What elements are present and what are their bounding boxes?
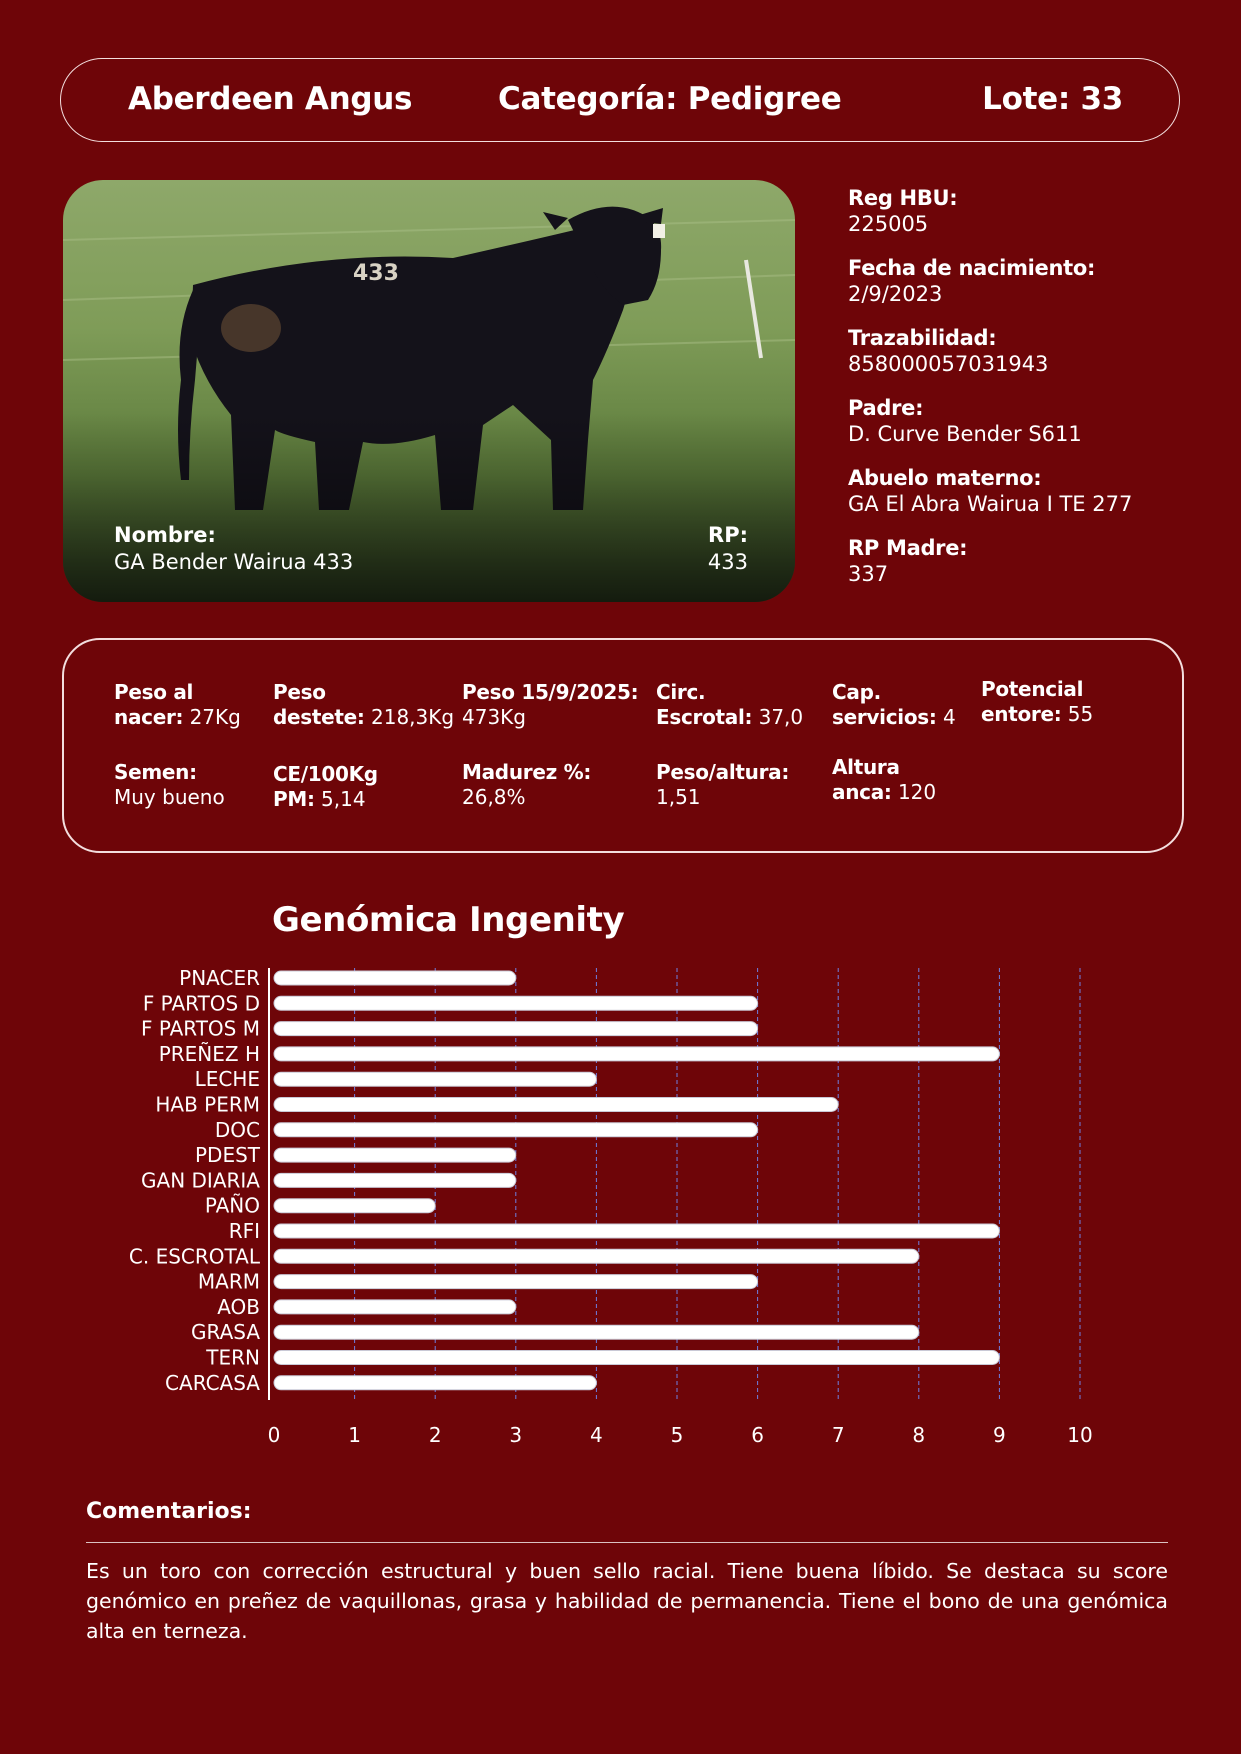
stat-label: Potencial — [981, 677, 1084, 701]
x-tick-label: 1 — [348, 1423, 361, 1447]
category-label: GRASA — [190, 1320, 260, 1345]
bar — [274, 1275, 758, 1289]
bar — [274, 1224, 999, 1238]
category-label: HAB PERM — [155, 1092, 260, 1117]
stat-label: Semen: — [114, 760, 197, 784]
category-label: TERN — [206, 1345, 260, 1370]
stat-value: 5,14 — [314, 787, 366, 811]
category-label: F PARTOS M — [140, 1016, 260, 1041]
bar — [274, 1123, 758, 1137]
bar — [274, 1098, 838, 1112]
info-label: Padre: — [848, 396, 924, 420]
x-tick-label: 4 — [590, 1423, 603, 1447]
info-value: D. Curve Bender S611 — [848, 422, 1082, 446]
bar — [274, 1325, 919, 1339]
x-tick-label: 3 — [509, 1423, 523, 1447]
stat-label: anca: — [832, 780, 892, 804]
category-label: F PARTOS D — [142, 991, 260, 1016]
category-title: Categoría: Pedigree — [498, 81, 842, 117]
category-label: PNACER — [179, 966, 260, 990]
category-label: AOB — [217, 1294, 260, 1319]
name-label: Nombre: — [114, 523, 216, 547]
category-label: LECHE — [194, 1067, 260, 1092]
bar — [274, 1022, 758, 1036]
bar — [274, 971, 516, 985]
bar — [274, 1199, 435, 1213]
stat-value: 26,8% — [462, 785, 526, 809]
info-value: 2/9/2023 — [848, 282, 943, 306]
bar — [274, 1351, 999, 1365]
x-tick-label: 9 — [993, 1423, 1006, 1447]
category-label: DOC — [214, 1117, 260, 1142]
stat-label: servicios: — [832, 705, 937, 729]
stat-value: 218,3Kg — [364, 705, 455, 729]
category-label: C. ESCROTAL — [128, 1244, 260, 1269]
stat-label: Circ. — [656, 680, 706, 704]
category-label: PREÑEZ H — [158, 1041, 260, 1066]
name-value: GA Bender Wairua 433 — [114, 550, 354, 574]
info-label: Reg HBU: — [848, 186, 958, 210]
bar — [274, 1072, 596, 1086]
stat-label: CE/100Kg — [273, 762, 378, 786]
chart-title: Genómica Ingenity — [272, 900, 625, 940]
stat-value: 473Kg — [462, 705, 526, 729]
bar — [274, 996, 758, 1010]
stat-label: Altura — [832, 755, 900, 779]
category-label: PDEST — [194, 1143, 260, 1168]
x-tick-label: 2 — [428, 1423, 442, 1447]
info-value: 337 — [848, 562, 889, 586]
category-label: RFI — [228, 1219, 260, 1243]
stat-label: Cap. — [832, 680, 881, 704]
stat-value: 4 — [936, 705, 956, 729]
info-value: 858000057031943 — [848, 352, 1049, 376]
x-tick-label: 8 — [912, 1423, 926, 1447]
stat-value: 37,0 — [752, 705, 804, 729]
rp-label: RP: — [708, 523, 748, 547]
stat-label: Peso 15/9/2025: — [462, 680, 639, 704]
bar — [274, 1047, 999, 1061]
x-tick-label: 7 — [831, 1423, 845, 1447]
bar — [274, 1376, 596, 1390]
category-label: MARM — [197, 1269, 260, 1294]
stat-label: destete: — [273, 705, 365, 729]
x-tick-label: 5 — [670, 1423, 684, 1447]
stat-value: Muy bueno — [114, 785, 225, 809]
comments-divider — [86, 1542, 1168, 1543]
category-label: GAN DIARIA — [141, 1168, 260, 1193]
stat-label: entore: — [981, 702, 1062, 726]
stat-label: Peso/altura: — [656, 760, 790, 784]
stat-value: 27Kg — [183, 705, 241, 729]
comments-title: Comentarios: — [86, 1499, 252, 1524]
info-label: Fecha de nacimiento: — [848, 256, 1096, 280]
category-label: PAÑO — [204, 1193, 260, 1218]
info-value: GA El Abra Wairua I TE 277 — [848, 492, 1133, 516]
bar — [274, 1148, 516, 1162]
info-label: Trazabilidad: — [848, 326, 997, 350]
info-value: 225005 — [848, 212, 929, 236]
comments-text: Es un toro con corrección estructural y buen sello racial. Tiene buena líbido. Se destaca su score genómico en preñez de vaquillonas, grasa y habilidad de permanencia. Tiene el bono de una genómica alta en terneza. — [86, 1559, 1168, 1643]
stat-value: 120 — [891, 780, 937, 804]
stat-value: 55 — [1061, 702, 1094, 726]
bar — [274, 1249, 919, 1263]
x-tick-label: 0 — [267, 1423, 281, 1447]
stat-value: 1,51 — [656, 785, 701, 809]
category-label: CARCASA — [165, 1370, 260, 1395]
bar — [274, 1173, 516, 1187]
stat-label: PM: — [273, 787, 315, 811]
info-label: Abuelo materno: — [848, 466, 1042, 490]
rp-value: 433 — [707, 550, 748, 574]
x-tick-label: 10 — [1067, 1423, 1093, 1447]
x-tick-label: 6 — [751, 1423, 764, 1447]
lot-title: Lote: 33 — [982, 81, 1123, 117]
stat-label: nacer: — [114, 705, 184, 729]
stat-label: Peso — [273, 680, 326, 704]
stat-label: Madurez %: — [462, 760, 592, 784]
info-label: RP Madre: — [848, 536, 968, 560]
breed-title: Aberdeen Angus — [128, 81, 413, 117]
stat-label: Escrotal: — [656, 705, 753, 729]
stat-label: Peso al — [114, 680, 194, 704]
bar — [274, 1300, 516, 1314]
